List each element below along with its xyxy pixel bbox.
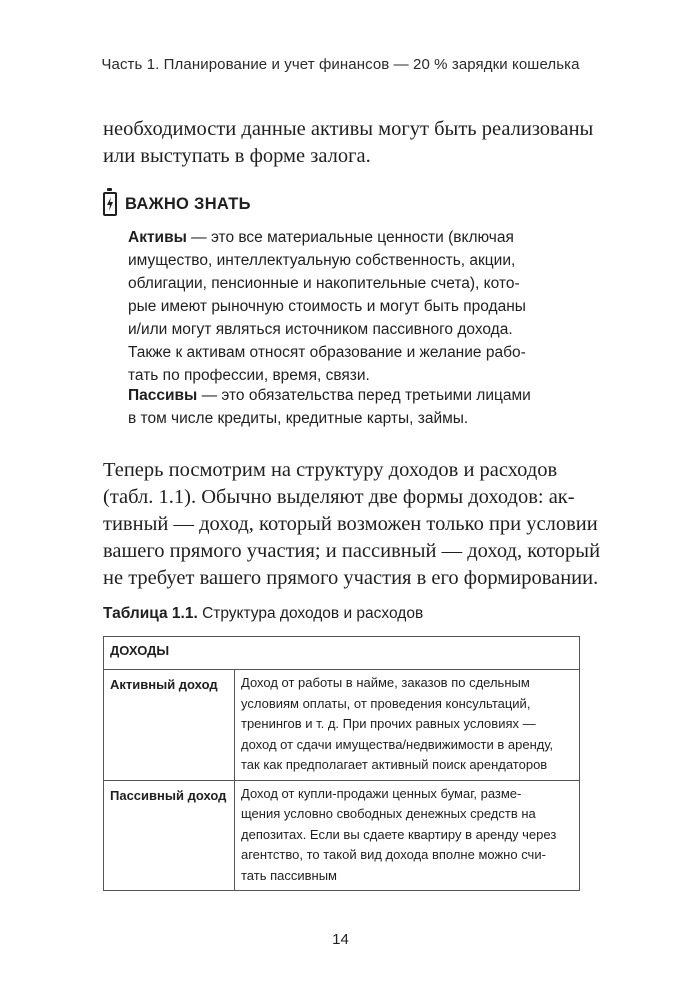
table-header-row — [104, 637, 580, 670]
intro-line: или выступать в форме залога. — [103, 145, 371, 167]
table-caption-text: Структура доходов и расходов — [197, 605, 424, 622]
cell-line: условиям оплаты, от проведения консультаций, — [241, 695, 531, 711]
callout-liabilities-definition — [128, 384, 568, 430]
income-structure-table — [103, 636, 580, 891]
row-description-cell — [235, 670, 580, 781]
definition-line: — это обязательства перед третьими лицами — [197, 387, 531, 404]
callout-assets-definition — [128, 226, 568, 387]
definition-line: в том числе кредиты, кредитные карты, займы. — [128, 410, 469, 427]
table-row — [104, 780, 580, 891]
cell-line: тать пассивным — [241, 867, 337, 883]
table-caption-number: Таблица 1.1. — [103, 605, 198, 622]
body-line: тивный — доход, который возможен только при условии — [103, 513, 598, 535]
body-line: (табл. 1.1). Обычно выделяют две формы доходов: ак- — [103, 486, 575, 508]
cell-line: доход от сдачи имущества/недвижимости в аренду, — [241, 736, 554, 752]
body-line: вашего прямого участия; и пассивный — доход, который — [103, 540, 601, 562]
cell-line: щения условно свободных денежных средств на — [241, 806, 536, 821]
cell-line: агентство, то такой вид дохода вполне можно счи- — [241, 847, 546, 862]
table-row — [104, 670, 580, 781]
row-label-cell: Активный доход — [104, 670, 235, 781]
intro-paragraph — [103, 116, 594, 170]
definition-line: и/или могут являться источником пассивного дохода. — [128, 321, 513, 338]
body-line: не требует вашего прямого участия в его формировании. — [103, 567, 599, 589]
definition-line: рые имеют рыночную стоимость и могут быть проданы — [128, 298, 526, 315]
battery-icon — [103, 192, 117, 216]
table-caption — [103, 605, 423, 623]
intro-line: необходимости данные активы могут быть реализованы — [103, 118, 594, 140]
body-line: Теперь посмотрим на структуру доходов и расходов — [103, 459, 558, 481]
cell-line: Доход от работы в найме, заказов по сдельным — [241, 675, 530, 690]
definition-line: Также к активам относят образование и желание рабо- — [128, 344, 526, 361]
definition-line: — это все материальные ценности (включая — [186, 229, 514, 246]
row-description-cell — [235, 780, 580, 891]
row-label-cell: Пассивный доход — [104, 780, 235, 891]
callout-title: ВАЖНО ЗНАТЬ — [125, 194, 251, 213]
body-paragraph — [103, 457, 601, 592]
definition-line: имущество, интеллектуальную собственность, акции, — [128, 252, 516, 269]
term-liabilities: Пассивы — [128, 387, 198, 404]
section-header-cell: ДОХОДЫ — [104, 637, 580, 670]
page-number: 14 — [332, 931, 349, 948]
definition-line: облигации, пенсионные и накопительные счета), кото- — [128, 275, 520, 292]
cell-line: Доход от купли-продажи ценных бумаг, разме- — [241, 785, 522, 801]
running-header: Часть 1. Планирование и учет финансов — 20 % зарядки кошелька — [101, 56, 580, 73]
term-assets: Активы — [128, 229, 187, 246]
definition-line: тать по профессии, время, связи. — [128, 367, 370, 384]
cell-line: так как предполагает активный поиск арендаторов — [241, 757, 548, 772]
cell-line: депозитах. Если вы сдаете квартиру в аренду через — [241, 826, 557, 842]
cell-line: тренингов и т. д. При прочих равных условиях — — [241, 716, 536, 731]
callout-header — [103, 187, 251, 221]
